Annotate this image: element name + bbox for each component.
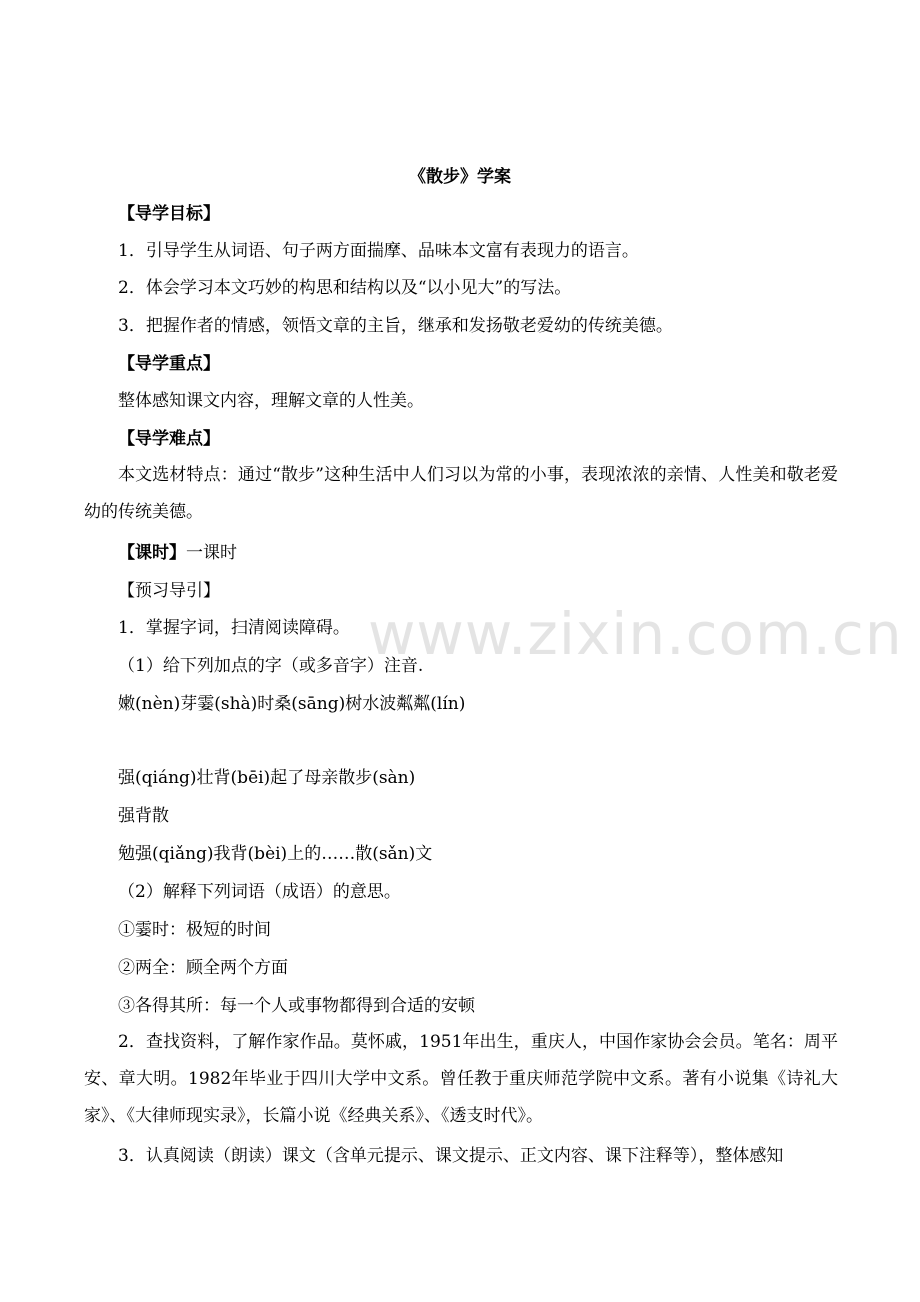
focus-text: 整体感知课文内容，理解文章的人性美。 (118, 391, 424, 411)
difficulty-heading: 【导学难点】 (118, 429, 220, 449)
page-title: 《散步》学案 (409, 167, 511, 187)
goal-item-1: 1．引导学生从词语、句子两方面揣摩、品味本文富有表现力的语言。 (118, 241, 639, 261)
preview-item-1: 1．掌握字词，扫清阅读障碍。 (118, 618, 350, 638)
goal-item-3: 3．把握作者的情感，领悟文章的主旨，继承和发扬敬老爱幼的传统美德。 (118, 316, 673, 336)
goal-heading: 【导学目标】 (118, 204, 220, 224)
focus-heading: 【导学重点】 (118, 354, 220, 374)
pinyin-line-1: 嫩(nèn)芽霎(shà)时桑(sāng)树水波粼粼(lín) (118, 694, 466, 714)
word-item-3: ③各得其所：每一个人或事物都得到合适的安顿 (118, 996, 475, 1016)
preview-item-1-1: （1）给下列加点的字（或多音字）注音. (118, 656, 424, 676)
preview-heading: 【预习导引】 (118, 581, 220, 601)
preview-item-2: 2．查找资料，了解作家作品。莫怀戚，1951年出生，重庆人，中国作家协会会员。笔名：周平安、章大明。1982年毕业于四川大学中文系。曾任教于重庆师范学院中文系。著有小说集《诗礼大家》、《大律师现实录》，长篇小说《经典关系》、《透支时代》。 (84, 1032, 838, 1126)
goal-item-2: 2．体会学习本文巧妙的构思和结构以及“以小见大”的写法。 (118, 278, 572, 298)
preview-item-3: 3．认真阅读（朗读）课文（含单元提示、课文提示、正文内容、课下注释等），整体感知 (118, 1146, 784, 1166)
difficulty-text: 本文选材特点：通过“散步”这种生活中人们习以为常的小事，表现浓浓的亲情、人性美和敬老爱幼的传统美德。 (84, 465, 838, 522)
pinyin-line-4: 勉强(qiǎng)我背(bèi)上的……散(sǎn)文 (118, 844, 433, 864)
word-item-1: ①霎时：极短的时间 (118, 920, 271, 940)
watermark: www.zixin.com.cn (368, 600, 903, 668)
pinyin-line-3: 强背散 (118, 806, 169, 826)
period-text: 一课时 (186, 543, 237, 563)
period-line (118, 543, 237, 563)
word-item-2: ②两全：顾全两个方面 (118, 958, 288, 978)
pinyin-line-2: 强(qiáng)壮背(bēi)起了母亲散步(sàn) (118, 768, 416, 788)
period-heading: 【课时】 (118, 543, 186, 563)
preview-item-1-2: （2）解释下列词语（成语）的意思。 (118, 882, 401, 902)
